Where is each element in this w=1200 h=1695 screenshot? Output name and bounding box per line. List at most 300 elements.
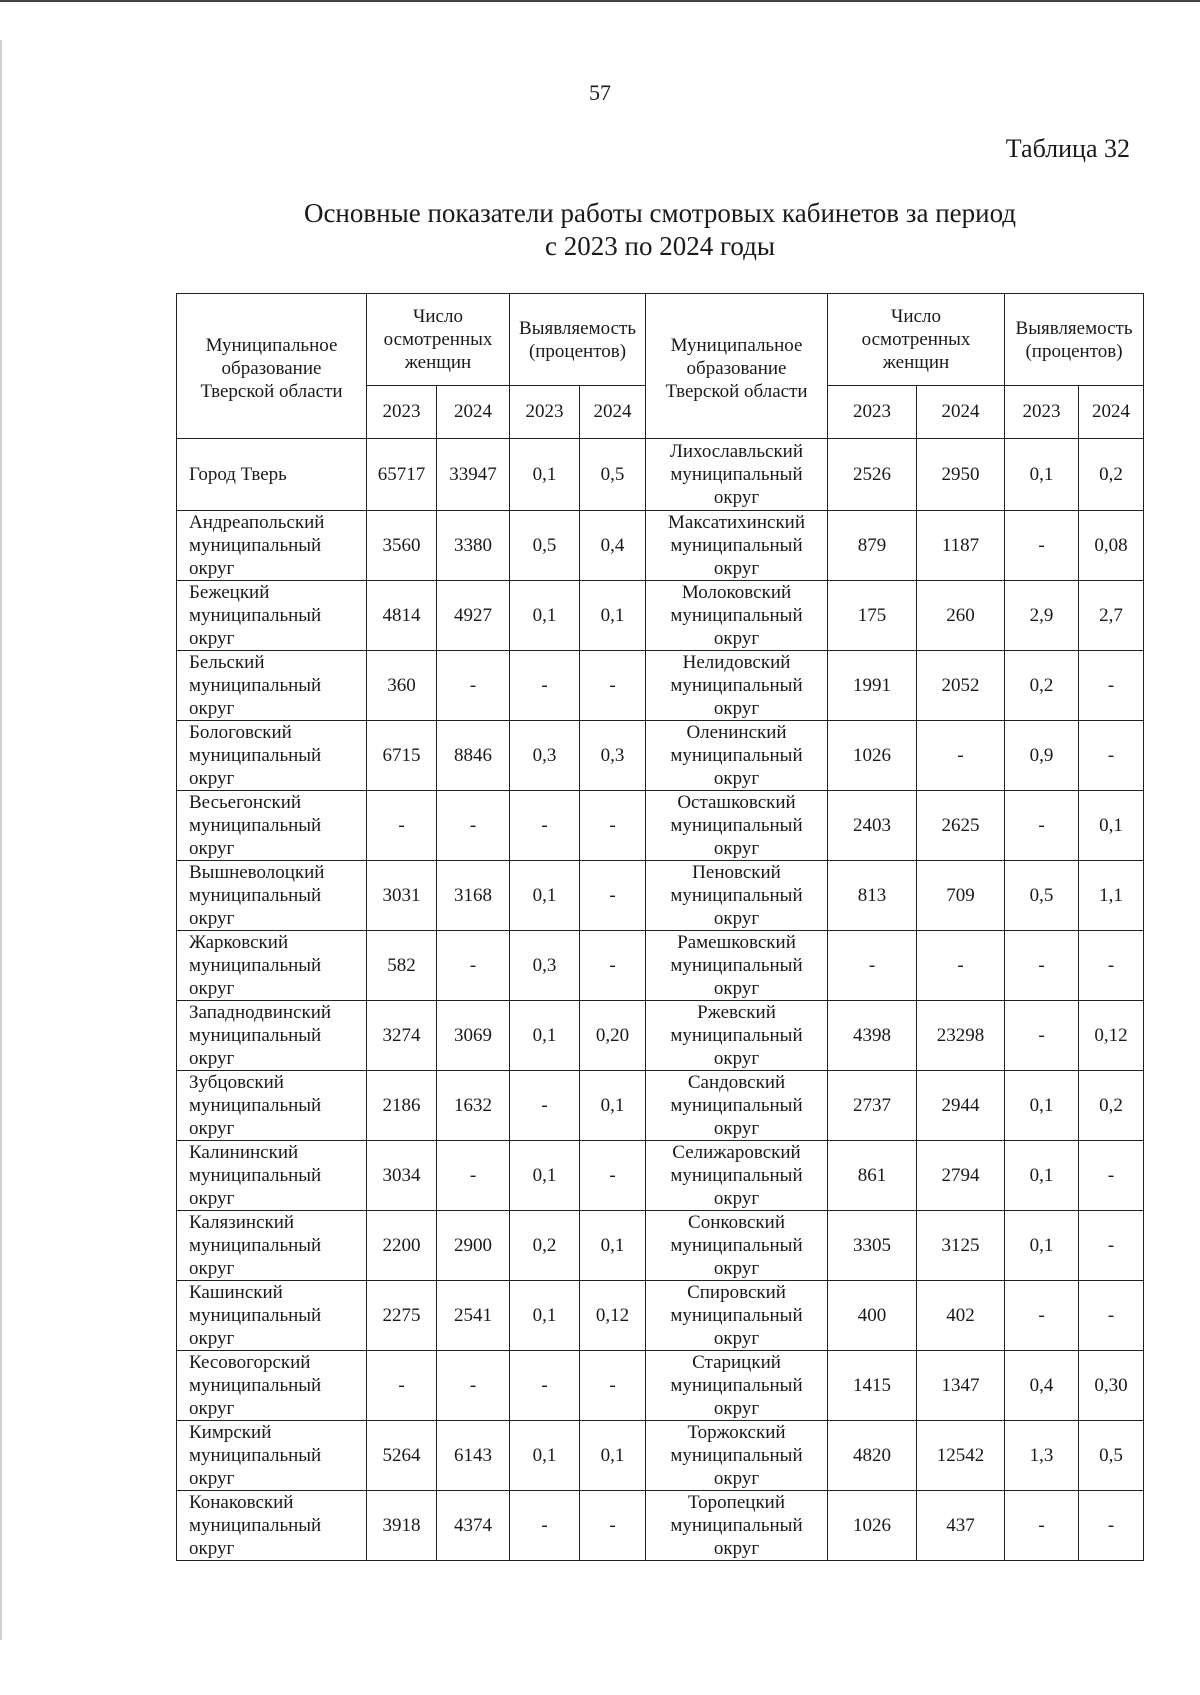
examined-2024-cell: -	[917, 931, 1005, 1001]
municipality-name-line: Жарковский	[189, 932, 289, 953]
year-header: 2023	[828, 386, 917, 439]
municipality-name-line: муниципальный	[189, 605, 322, 626]
detection-2023-cell: 0,1	[1005, 1211, 1079, 1281]
header-text: осмотренных	[861, 329, 971, 350]
detection-2024-cell: -	[580, 791, 646, 861]
municipality-name-line: муниципальный	[670, 1025, 803, 1046]
detection-2024-cell: 0,12	[580, 1281, 646, 1351]
detection-2023-cell: 0,3	[510, 721, 580, 791]
detection-2024-cell: 0,1	[1079, 791, 1144, 861]
detection-2023-cell: 0,1	[1005, 439, 1079, 511]
municipality-name-cell	[646, 931, 828, 1001]
municipality-name-line: Кимрский	[189, 1422, 272, 1443]
examined-2023-cell: -	[828, 931, 917, 1001]
detection-2024-cell: 2,7	[1079, 581, 1144, 651]
municipality-name-cell	[177, 511, 367, 581]
year-header: 2023	[1005, 386, 1079, 439]
table-row	[177, 1211, 1144, 1281]
municipality-name-line: муниципальный	[189, 1375, 322, 1396]
examined-2024-cell: 8846	[437, 721, 510, 791]
detection-2023-cell: 1,3	[1005, 1421, 1079, 1491]
detection-2023-cell: -	[510, 1491, 580, 1561]
municipality-name-line: Бологовский	[189, 722, 292, 743]
examined-2023-cell: 2526	[828, 439, 917, 511]
table-row	[177, 861, 1144, 931]
table-label: Таблица 32	[1005, 134, 1130, 163]
detection-2024-cell: -	[580, 1141, 646, 1211]
municipality-name-line: муниципальный	[670, 885, 803, 906]
examined-2024-cell: 6143	[437, 1421, 510, 1491]
examined-2024-cell: 2541	[437, 1281, 510, 1351]
municipality-name-line: округ	[713, 698, 760, 719]
municipality-name-line: Сонковский	[688, 1212, 785, 1233]
table-row	[177, 931, 1144, 1001]
header-text: Выявляемость	[519, 317, 636, 339]
municipality-name-line: округ	[713, 838, 760, 859]
detection-2023-cell: -	[510, 651, 580, 721]
municipality-name-line: округ	[713, 1258, 760, 1279]
municipality-name-cell	[646, 721, 828, 791]
municipality-name-cell	[177, 1001, 367, 1071]
municipality-name-line: округ	[189, 1258, 235, 1279]
municipality-name-line: Весьегонский	[189, 792, 302, 813]
municipality-name-cell	[177, 1211, 367, 1281]
municipality-name-line: муниципальный	[670, 1095, 803, 1116]
examined-2023-cell: 861	[828, 1141, 917, 1211]
detection-2024-cell: -	[580, 1351, 646, 1421]
municipality-name-line: округ	[189, 908, 235, 929]
year-header: 2024	[437, 386, 510, 439]
municipality-name-line: муниципальный	[189, 675, 322, 696]
header-text: образование	[221, 357, 322, 379]
examined-2023-cell: 65717	[367, 439, 437, 511]
municipality-name-cell	[646, 1491, 828, 1561]
detection-2023-cell: 0,1	[510, 861, 580, 931]
header-text: женщин	[404, 352, 472, 373]
year-header: 2024	[1079, 386, 1144, 439]
municipality-name-cell	[177, 1351, 367, 1421]
detection-2023-cell: 0,1	[510, 1141, 580, 1211]
municipality-name-line: муниципальный	[670, 1515, 803, 1536]
header-text: Число	[891, 306, 941, 327]
header-text: Тверской области	[665, 380, 808, 402]
municipality-name-line: округ	[713, 1118, 760, 1139]
header-text: Муниципальное	[205, 334, 338, 356]
examined-2024-cell: 3069	[437, 1001, 510, 1071]
municipality-name-line: муниципальный	[189, 1515, 322, 1536]
municipality-name-line: муниципальный	[670, 815, 803, 836]
year-header: 2023	[367, 386, 437, 439]
examined-2024-cell: 2950	[917, 439, 1005, 511]
municipality-name-line: Город Тверь	[189, 464, 287, 485]
table-row	[177, 581, 1144, 651]
examined-2024-cell: 709	[917, 861, 1005, 931]
detection-2024-cell: -	[580, 931, 646, 1001]
examined-2023-cell: 4820	[828, 1421, 917, 1491]
detection-2023-cell: -	[1005, 931, 1079, 1001]
detection-2023-cell: -	[1005, 1281, 1079, 1351]
examined-2023-cell: 4398	[828, 1001, 917, 1071]
header-text: (процентов)	[1025, 340, 1123, 362]
detection-2024-cell: -	[1079, 1211, 1144, 1281]
municipality-name-cell	[177, 1281, 367, 1351]
municipality-name-line: округ	[189, 1468, 235, 1489]
municipality-name-cell	[177, 1071, 367, 1141]
examined-2023-cell: 582	[367, 931, 437, 1001]
municipality-name-line: Селижаровский	[672, 1142, 801, 1163]
detection-2023-cell: 0,5	[510, 511, 580, 581]
examined-2024-cell: 23298	[917, 1001, 1005, 1071]
municipality-name-line: округ	[713, 1468, 760, 1489]
examined-2024-cell: 1632	[437, 1071, 510, 1141]
municipality-name-line: округ	[713, 1188, 760, 1209]
municipality-name-cell	[177, 861, 367, 931]
header-text: образование	[686, 357, 787, 379]
municipality-name-line: округ	[189, 1188, 235, 1209]
municipality-name-line: округ	[189, 1398, 235, 1419]
table-row	[177, 1491, 1144, 1561]
detection-2023-cell: 0,9	[1005, 721, 1079, 791]
municipality-name-line: Кесовогорский	[189, 1352, 311, 1373]
municipality-name-line: муниципальный	[670, 675, 803, 696]
detection-2023-cell: 0,1	[510, 1281, 580, 1351]
examined-2024-cell: 12542	[917, 1421, 1005, 1491]
examined-2023-cell: 1991	[828, 651, 917, 721]
municipality-name-line: муниципальный	[670, 464, 803, 485]
detection-2024-cell: 0,20	[580, 1001, 646, 1071]
detection-2024-cell: -	[1079, 931, 1144, 1001]
municipality-name-line: Вышневолоцкий	[189, 862, 325, 883]
examined-2024-cell: -	[917, 721, 1005, 791]
municipality-name-line: округ	[713, 1328, 760, 1349]
examined-2023-cell: 1415	[828, 1351, 917, 1421]
examined-2023-cell: 879	[828, 511, 917, 581]
table-row	[177, 721, 1144, 791]
examined-2023-cell: -	[367, 791, 437, 861]
header-text: Муниципальное	[670, 334, 803, 356]
municipality-name-line: округ	[189, 838, 235, 859]
municipality-name-line: муниципальный	[189, 885, 322, 906]
municipality-name-cell	[646, 1141, 828, 1211]
municipality-name-cell	[646, 439, 828, 511]
detection-2024-cell: -	[1079, 1141, 1144, 1211]
detection-2023-cell: 0,1	[510, 1421, 580, 1491]
examined-2023-cell: 813	[828, 861, 917, 931]
header-text: Число	[413, 306, 463, 327]
detection-2024-cell: 0,12	[1079, 1001, 1144, 1071]
examined-2023-cell: 3274	[367, 1001, 437, 1071]
examined-2024-cell: 33947	[437, 439, 510, 511]
municipality-name-line: Сандовский	[687, 1072, 786, 1093]
examined-2024-cell: 4927	[437, 581, 510, 651]
detection-2023-cell: -	[1005, 791, 1079, 861]
municipality-name-line: округ	[189, 1328, 235, 1349]
municipality-name-line: муниципальный	[670, 535, 803, 556]
municipality-name-cell	[646, 861, 828, 931]
examined-2023-cell: 3560	[367, 511, 437, 581]
municipality-name-line: Конаковский	[189, 1492, 294, 1513]
municipality-name-line: муниципальный	[189, 1235, 322, 1256]
municipality-name-line: муниципальный	[189, 1165, 322, 1186]
detection-2023-cell: -	[510, 1351, 580, 1421]
examined-2023-cell: 3031	[367, 861, 437, 931]
detection-2024-cell: 0,1	[580, 1211, 646, 1281]
detection-2024-cell: -	[1079, 1491, 1144, 1561]
examined-2023-cell: 2275	[367, 1281, 437, 1351]
detection-2023-cell: -	[1005, 1001, 1079, 1071]
municipality-name-line: округ	[713, 628, 760, 649]
examined-2023-cell: 3918	[367, 1491, 437, 1561]
examined-2023-cell: 400	[828, 1281, 917, 1351]
detection-2023-cell: 0,1	[1005, 1071, 1079, 1141]
municipality-name-cell	[177, 1421, 367, 1491]
examined-2024-cell: -	[437, 1141, 510, 1211]
year-header: 2023	[510, 386, 580, 439]
detection-2024-cell: -	[580, 1491, 646, 1561]
municipality-name-cell	[646, 1001, 828, 1071]
municipality-name-line: Рамешковский	[677, 932, 796, 953]
municipality-name-line: Нелидовский	[682, 652, 791, 673]
detection-2023-cell: 0,1	[510, 439, 580, 511]
examined-2024-cell: 3380	[437, 511, 510, 581]
detection-2023-cell: 2,9	[1005, 581, 1079, 651]
municipality-name-line: округ	[713, 978, 760, 999]
detection-2023-cell: 0,4	[1005, 1351, 1079, 1421]
header-text: осмотренных	[383, 329, 493, 350]
municipality-name-line: округ	[189, 628, 235, 649]
examined-2024-cell: 402	[917, 1281, 1005, 1351]
municipality-name-line: Кашинский	[189, 1282, 283, 1303]
page-number: 57	[589, 80, 611, 105]
municipality-name-line: Торжокский	[687, 1422, 786, 1443]
municipality-name-cell	[646, 791, 828, 861]
municipality-name-line: Калязинский	[189, 1212, 295, 1233]
examined-2024-cell: 4374	[437, 1491, 510, 1561]
municipality-name-line: муниципальный	[189, 815, 322, 836]
table-row	[177, 1071, 1144, 1141]
examined-2024-cell: 437	[917, 1491, 1005, 1561]
municipality-name-cell	[177, 1141, 367, 1211]
examined-2023-cell: 5264	[367, 1421, 437, 1491]
municipality-name-line: Осташковский	[677, 792, 796, 813]
detection-2023-cell: 0,1	[1005, 1141, 1079, 1211]
table-row	[177, 1001, 1144, 1071]
examined-2024-cell: 3168	[437, 861, 510, 931]
examined-2023-cell: 6715	[367, 721, 437, 791]
municipality-name-line: округ	[713, 487, 760, 508]
municipality-name-line: округ	[713, 908, 760, 929]
detection-2023-cell: -	[510, 791, 580, 861]
examined-2023-cell: 2200	[367, 1211, 437, 1281]
examined-2023-cell: 2737	[828, 1071, 917, 1141]
detection-2024-cell: 0,1	[580, 581, 646, 651]
examined-2024-cell: 2625	[917, 791, 1005, 861]
municipality-name-line: Калининский	[189, 1142, 299, 1163]
header-text: Выявляемость	[1015, 317, 1133, 339]
examined-2024-cell: 260	[917, 581, 1005, 651]
detection-2024-cell: -	[580, 651, 646, 721]
detection-2024-cell: 0,3	[580, 721, 646, 791]
municipality-name-line: муниципальный	[189, 1095, 322, 1116]
header-detection-right	[1005, 294, 1144, 386]
municipality-name-line: муниципальный	[670, 955, 803, 976]
municipality-name-line: округ	[189, 558, 235, 579]
examined-2023-cell: 1026	[828, 721, 917, 791]
municipality-name-line: Молоковский	[681, 582, 792, 603]
detection-2023-cell: 0,2	[510, 1211, 580, 1281]
header-municipality-left	[177, 294, 367, 439]
examined-2023-cell: 1026	[828, 1491, 917, 1561]
municipality-name-line: Торопецкий	[688, 1492, 786, 1513]
detection-2023-cell: 0,1	[510, 1001, 580, 1071]
examined-2023-cell: 2186	[367, 1071, 437, 1141]
detection-2024-cell: 0,1	[580, 1421, 646, 1491]
municipality-name-cell	[177, 439, 367, 511]
detection-2023-cell: 0,2	[1005, 651, 1079, 721]
municipality-name-line: муниципальный	[670, 1235, 803, 1256]
municipality-name-line: Андреапольский	[189, 512, 325, 533]
municipality-name-line: Западнодвинский	[189, 1002, 332, 1023]
examined-2024-cell: 2794	[917, 1141, 1005, 1211]
municipality-name-line: округ	[713, 1048, 760, 1069]
municipality-name-cell	[646, 1351, 828, 1421]
detection-2024-cell: 0,2	[1079, 439, 1144, 511]
municipality-name-line: муниципальный	[189, 1445, 322, 1466]
municipality-name-line: муниципальный	[670, 1445, 803, 1466]
header-row	[177, 294, 1144, 386]
table-row	[177, 511, 1144, 581]
municipality-name-line: муниципальный	[670, 745, 803, 766]
municipality-name-line: муниципальный	[189, 1305, 322, 1326]
detection-2024-cell: -	[1079, 721, 1144, 791]
examined-2024-cell: -	[437, 931, 510, 1001]
detection-2024-cell: 0,5	[1079, 1421, 1144, 1491]
municipality-name-cell	[646, 581, 828, 651]
examined-2024-cell: 2944	[917, 1071, 1005, 1141]
municipality-name-line: Оленинский	[686, 722, 787, 743]
detection-2024-cell: 1,1	[1079, 861, 1144, 931]
municipality-name-line: муниципальный	[670, 1165, 803, 1186]
examined-2024-cell: -	[437, 651, 510, 721]
header-text: женщин	[882, 352, 950, 373]
municipality-name-line: Бельский	[189, 652, 265, 673]
municipality-name-cell	[646, 1071, 828, 1141]
header-examined-left	[367, 294, 510, 386]
municipality-name-line: муниципальный	[189, 1025, 322, 1046]
table-row	[177, 791, 1144, 861]
municipality-name-line: муниципальный	[670, 1375, 803, 1396]
examined-2023-cell: 3305	[828, 1211, 917, 1281]
municipality-name-line: округ	[189, 768, 235, 789]
municipality-name-cell	[646, 651, 828, 721]
examined-2023-cell: 360	[367, 651, 437, 721]
table-row	[177, 651, 1144, 721]
municipality-name-line: Зубцовский	[189, 1072, 284, 1093]
municipality-name-line: округ	[713, 558, 760, 579]
examined-2024-cell: 2900	[437, 1211, 510, 1281]
municipality-name-line: округ	[713, 1538, 760, 1559]
examined-2023-cell: 175	[828, 581, 917, 651]
header-examined-right	[828, 294, 1005, 386]
detection-2024-cell: -	[1079, 651, 1144, 721]
detection-2023-cell: -	[1005, 511, 1079, 581]
examined-2024-cell: 1187	[917, 511, 1005, 581]
municipality-name-line: муниципальный	[189, 535, 322, 556]
document-title	[160, 197, 1160, 263]
municipality-name-line: Спировский	[687, 1282, 786, 1303]
detection-2024-cell: -	[1079, 1281, 1144, 1351]
year-header: 2024	[580, 386, 646, 439]
municipality-name-line: округ	[189, 698, 235, 719]
table-row	[177, 1351, 1144, 1421]
detection-2023-cell: 0,1	[510, 581, 580, 651]
header-municipality-right	[646, 294, 828, 439]
examined-2023-cell: 3034	[367, 1141, 437, 1211]
table-row	[177, 1281, 1144, 1351]
detection-2024-cell: 0,1	[580, 1071, 646, 1141]
title-line-1: Основные показатели работы смотровых кабинетов за период	[303, 198, 1017, 228]
title-line-2: с 2023 по 2024 годы	[545, 231, 775, 261]
detection-2024-cell: 0,30	[1079, 1351, 1144, 1421]
municipality-name-cell	[646, 511, 828, 581]
examined-2023-cell: 2403	[828, 791, 917, 861]
detection-2023-cell: 0,3	[510, 931, 580, 1001]
detection-2023-cell: -	[510, 1071, 580, 1141]
statistics-table	[176, 293, 1144, 1561]
municipality-name-line: Старицкий	[692, 1352, 781, 1373]
municipality-name-line: Бежецкий	[189, 582, 270, 603]
municipality-name-line: округ	[189, 978, 235, 999]
detection-2024-cell: 0,4	[580, 511, 646, 581]
municipality-name-cell	[177, 1491, 367, 1561]
municipality-name-line: округ	[713, 768, 760, 789]
municipality-name-cell	[177, 931, 367, 1001]
header-text: Тверской области	[200, 380, 343, 402]
table-body	[177, 439, 1144, 1561]
examined-2024-cell: -	[437, 1351, 510, 1421]
municipality-name-line: Лихославльский	[670, 441, 804, 462]
detection-2024-cell: 0,2	[1079, 1071, 1144, 1141]
municipality-name-line: Ржевский	[697, 1002, 776, 1023]
municipality-name-cell	[177, 791, 367, 861]
header-text: (процентов)	[528, 340, 627, 362]
header-detection-left	[510, 294, 646, 386]
detection-2024-cell: 0,08	[1079, 511, 1144, 581]
municipality-name-cell	[646, 1211, 828, 1281]
year-header: 2024	[917, 386, 1005, 439]
detection-2023-cell: 0,5	[1005, 861, 1079, 931]
municipality-name-line: Пеновский	[692, 862, 781, 883]
examined-2023-cell: -	[367, 1351, 437, 1421]
municipality-name-line: округ	[189, 1118, 235, 1139]
municipality-name-line: округ	[189, 1538, 235, 1559]
examined-2023-cell: 4814	[367, 581, 437, 651]
municipality-name-line: муниципальный	[670, 605, 803, 626]
municipality-name-line: округ	[713, 1398, 760, 1419]
detection-2023-cell: -	[1005, 1491, 1079, 1561]
examined-2024-cell: -	[437, 791, 510, 861]
municipality-name-cell	[177, 651, 367, 721]
table-row	[177, 1141, 1144, 1211]
municipality-name-line: округ	[189, 1048, 235, 1069]
municipality-name-line: муниципальный	[189, 745, 322, 766]
scan-left-edge	[0, 40, 2, 1640]
examined-2024-cell: 2052	[917, 651, 1005, 721]
municipality-name-cell	[177, 581, 367, 651]
municipality-name-line: муниципальный	[670, 1305, 803, 1326]
municipality-name-cell	[646, 1281, 828, 1351]
detection-2024-cell: -	[580, 861, 646, 931]
